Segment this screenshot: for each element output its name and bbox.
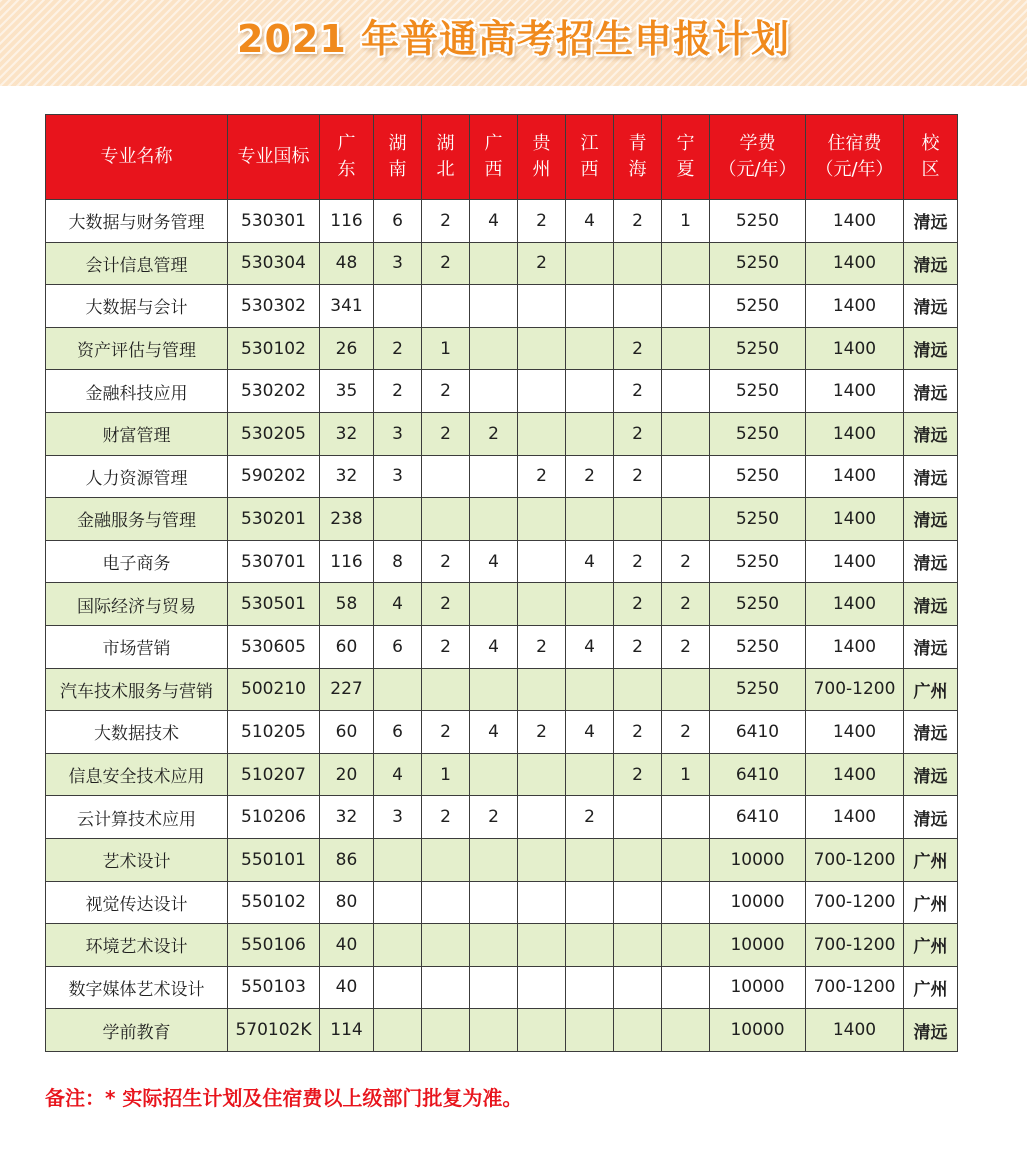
guangxi-cell bbox=[470, 924, 518, 967]
header-column-code: 专业国标 bbox=[228, 115, 320, 200]
fee-cell: 5250 bbox=[710, 540, 806, 583]
campus-cell: 清远 bbox=[904, 625, 958, 668]
guangxi-cell bbox=[470, 327, 518, 370]
jiangxi-cell: 4 bbox=[566, 200, 614, 243]
hunan-cell: 6 bbox=[374, 625, 422, 668]
guangxi-cell bbox=[470, 668, 518, 711]
code-cell: 590202 bbox=[228, 455, 320, 498]
guangdong-cell: 20 bbox=[320, 753, 374, 796]
campus-cell: 清远 bbox=[904, 242, 958, 285]
guangxi-cell bbox=[470, 966, 518, 1009]
table-row bbox=[46, 711, 958, 754]
hubei-cell: 2 bbox=[422, 412, 470, 455]
campus-cell: 清远 bbox=[904, 711, 958, 754]
name-cell: 视觉传达设计 bbox=[46, 881, 228, 924]
hubei-cell bbox=[422, 966, 470, 1009]
guangxi-cell bbox=[470, 881, 518, 924]
guizhou-cell bbox=[518, 966, 566, 1009]
table-row bbox=[46, 881, 958, 924]
lodging-cell: 1400 bbox=[806, 370, 904, 413]
name-cell: 大数据技术 bbox=[46, 711, 228, 754]
hunan-cell: 6 bbox=[374, 711, 422, 754]
fee-cell: 10000 bbox=[710, 966, 806, 1009]
jiangxi-cell bbox=[566, 285, 614, 328]
name-cell: 资产评估与管理 bbox=[46, 327, 228, 370]
hunan-cell: 3 bbox=[374, 455, 422, 498]
guizhou-cell bbox=[518, 668, 566, 711]
table-row bbox=[46, 838, 958, 881]
jiangxi-cell bbox=[566, 1009, 614, 1052]
jiangxi-cell: 4 bbox=[566, 625, 614, 668]
qinghai-cell: 2 bbox=[614, 200, 662, 243]
jiangxi-cell: 2 bbox=[566, 796, 614, 839]
jiangxi-cell bbox=[566, 370, 614, 413]
header-column-qinghai: 青海 bbox=[614, 115, 662, 200]
hubei-cell bbox=[422, 838, 470, 881]
ningxia-cell bbox=[662, 924, 710, 967]
header-column-campus: 校区 bbox=[904, 115, 958, 200]
guizhou-cell: 2 bbox=[518, 711, 566, 754]
ningxia-cell: 1 bbox=[662, 753, 710, 796]
hunan-cell bbox=[374, 1009, 422, 1052]
header-column-fee: 学费 （元/年） bbox=[710, 115, 806, 200]
ningxia-cell: 2 bbox=[662, 625, 710, 668]
name-cell: 云计算技术应用 bbox=[46, 796, 228, 839]
fee-cell: 10000 bbox=[710, 1009, 806, 1052]
ningxia-cell: 2 bbox=[662, 711, 710, 754]
lodging-cell: 700-1200 bbox=[806, 924, 904, 967]
guangxi-cell: 4 bbox=[470, 625, 518, 668]
campus-cell: 清远 bbox=[904, 285, 958, 328]
name-cell: 汽车技术服务与营销 bbox=[46, 668, 228, 711]
title-banner bbox=[0, 0, 1027, 86]
lodging-cell: 1400 bbox=[806, 711, 904, 754]
guizhou-cell bbox=[518, 881, 566, 924]
lodging-cell: 1400 bbox=[806, 412, 904, 455]
qinghai-cell bbox=[614, 881, 662, 924]
table-row bbox=[46, 540, 958, 583]
name-cell: 电子商务 bbox=[46, 540, 228, 583]
guizhou-cell: 2 bbox=[518, 455, 566, 498]
hunan-cell: 3 bbox=[374, 412, 422, 455]
hunan-cell: 4 bbox=[374, 753, 422, 796]
guangxi-cell bbox=[470, 583, 518, 626]
code-cell: 530102 bbox=[228, 327, 320, 370]
jiangxi-cell bbox=[566, 327, 614, 370]
hunan-cell: 6 bbox=[374, 200, 422, 243]
code-cell: 550101 bbox=[228, 838, 320, 881]
ningxia-cell bbox=[662, 242, 710, 285]
name-cell: 市场营销 bbox=[46, 625, 228, 668]
table-row bbox=[46, 200, 958, 243]
header-column-hubei: 湖北 bbox=[422, 115, 470, 200]
name-cell: 会计信息管理 bbox=[46, 242, 228, 285]
code-cell: 510207 bbox=[228, 753, 320, 796]
guangxi-cell: 2 bbox=[470, 796, 518, 839]
campus-cell: 广州 bbox=[904, 966, 958, 1009]
guangdong-cell: 40 bbox=[320, 924, 374, 967]
header-column-name: 专业名称 bbox=[46, 115, 228, 200]
code-cell: 530501 bbox=[228, 583, 320, 626]
table-row bbox=[46, 285, 958, 328]
fee-cell: 5250 bbox=[710, 327, 806, 370]
hubei-cell bbox=[422, 285, 470, 328]
table-row bbox=[46, 370, 958, 413]
code-cell: 510206 bbox=[228, 796, 320, 839]
campus-cell: 清远 bbox=[904, 498, 958, 541]
fee-cell: 5250 bbox=[710, 498, 806, 541]
qinghai-cell: 2 bbox=[614, 370, 662, 413]
guizhou-cell bbox=[518, 285, 566, 328]
code-cell: 570102K bbox=[228, 1009, 320, 1052]
fee-cell: 5250 bbox=[710, 583, 806, 626]
guangdong-cell: 58 bbox=[320, 583, 374, 626]
name-cell: 财富管理 bbox=[46, 412, 228, 455]
name-cell: 国际经济与贸易 bbox=[46, 583, 228, 626]
lodging-cell: 1400 bbox=[806, 796, 904, 839]
hubei-cell: 2 bbox=[422, 242, 470, 285]
guangxi-cell: 2 bbox=[470, 412, 518, 455]
fee-cell: 10000 bbox=[710, 838, 806, 881]
guangdong-cell: 86 bbox=[320, 838, 374, 881]
header-column-lodging: 住宿费 （元/年） bbox=[806, 115, 904, 200]
qinghai-cell bbox=[614, 838, 662, 881]
guangdong-cell: 116 bbox=[320, 540, 374, 583]
guizhou-cell: 2 bbox=[518, 242, 566, 285]
guangdong-cell: 32 bbox=[320, 412, 374, 455]
lodging-cell: 1400 bbox=[806, 498, 904, 541]
ningxia-cell bbox=[662, 838, 710, 881]
name-cell: 信息安全技术应用 bbox=[46, 753, 228, 796]
qinghai-cell: 2 bbox=[614, 412, 662, 455]
jiangxi-cell bbox=[566, 924, 614, 967]
table-row bbox=[46, 796, 958, 839]
lodging-cell: 700-1200 bbox=[806, 668, 904, 711]
hubei-cell bbox=[422, 924, 470, 967]
guangdong-cell: 80 bbox=[320, 881, 374, 924]
guangxi-cell: 4 bbox=[470, 540, 518, 583]
lodging-cell: 1400 bbox=[806, 753, 904, 796]
qinghai-cell: 2 bbox=[614, 583, 662, 626]
lodging-cell: 1400 bbox=[806, 327, 904, 370]
hunan-cell: 3 bbox=[374, 242, 422, 285]
hubei-cell: 2 bbox=[422, 625, 470, 668]
hubei-cell bbox=[422, 668, 470, 711]
guizhou-cell: 2 bbox=[518, 200, 566, 243]
campus-cell: 清远 bbox=[904, 540, 958, 583]
guangxi-cell bbox=[470, 1009, 518, 1052]
guangxi-cell bbox=[470, 838, 518, 881]
hunan-cell bbox=[374, 924, 422, 967]
fee-cell: 5250 bbox=[710, 412, 806, 455]
fee-cell: 5250 bbox=[710, 242, 806, 285]
header-column-jiangxi: 江西 bbox=[566, 115, 614, 200]
lodging-cell: 1400 bbox=[806, 285, 904, 328]
guizhou-cell: 2 bbox=[518, 625, 566, 668]
lodging-cell: 1400 bbox=[806, 242, 904, 285]
table-row bbox=[46, 1009, 958, 1052]
jiangxi-cell: 2 bbox=[566, 455, 614, 498]
header-column-ningxia: 宁夏 bbox=[662, 115, 710, 200]
guangdong-cell: 48 bbox=[320, 242, 374, 285]
hubei-cell: 2 bbox=[422, 200, 470, 243]
lodging-cell: 1400 bbox=[806, 583, 904, 626]
ningxia-cell bbox=[662, 327, 710, 370]
hunan-cell: 3 bbox=[374, 796, 422, 839]
qinghai-cell bbox=[614, 242, 662, 285]
hubei-cell: 1 bbox=[422, 753, 470, 796]
campus-cell: 清远 bbox=[904, 327, 958, 370]
guangdong-cell: 114 bbox=[320, 1009, 374, 1052]
jiangxi-cell: 4 bbox=[566, 540, 614, 583]
hunan-cell: 8 bbox=[374, 540, 422, 583]
table-header-row bbox=[46, 115, 958, 200]
guangxi-cell bbox=[470, 498, 518, 541]
hunan-cell bbox=[374, 966, 422, 1009]
code-cell: 530701 bbox=[228, 540, 320, 583]
code-cell: 550103 bbox=[228, 966, 320, 1009]
qinghai-cell: 2 bbox=[614, 753, 662, 796]
guizhou-cell bbox=[518, 838, 566, 881]
ningxia-cell: 2 bbox=[662, 540, 710, 583]
qinghai-cell: 2 bbox=[614, 455, 662, 498]
code-cell: 530304 bbox=[228, 242, 320, 285]
name-cell: 金融服务与管理 bbox=[46, 498, 228, 541]
guizhou-cell bbox=[518, 498, 566, 541]
name-cell: 艺术设计 bbox=[46, 838, 228, 881]
hunan-cell bbox=[374, 285, 422, 328]
name-cell: 人力资源管理 bbox=[46, 455, 228, 498]
fee-cell: 10000 bbox=[710, 881, 806, 924]
guangdong-cell: 60 bbox=[320, 625, 374, 668]
campus-cell: 清远 bbox=[904, 1009, 958, 1052]
lodging-cell: 700-1200 bbox=[806, 966, 904, 1009]
fee-cell: 6410 bbox=[710, 796, 806, 839]
guizhou-cell bbox=[518, 796, 566, 839]
table-row bbox=[46, 753, 958, 796]
hubei-cell: 2 bbox=[422, 796, 470, 839]
guangdong-cell: 116 bbox=[320, 200, 374, 243]
qinghai-cell bbox=[614, 966, 662, 1009]
qinghai-cell bbox=[614, 796, 662, 839]
lodging-cell: 700-1200 bbox=[806, 881, 904, 924]
code-cell: 530202 bbox=[228, 370, 320, 413]
qinghai-cell: 2 bbox=[614, 540, 662, 583]
campus-cell: 清远 bbox=[904, 753, 958, 796]
code-cell: 530301 bbox=[228, 200, 320, 243]
footnote: 备注：* 实际招生计划及住宿费以上级部门批复为准。 bbox=[45, 1086, 523, 1110]
fee-cell: 10000 bbox=[710, 924, 806, 967]
name-cell: 环境艺术设计 bbox=[46, 924, 228, 967]
guangxi-cell bbox=[470, 242, 518, 285]
fee-cell: 6410 bbox=[710, 711, 806, 754]
table-row bbox=[46, 966, 958, 1009]
ningxia-cell bbox=[662, 498, 710, 541]
guangxi-cell bbox=[470, 370, 518, 413]
code-cell: 500210 bbox=[228, 668, 320, 711]
fee-cell: 5250 bbox=[710, 370, 806, 413]
fee-cell: 5250 bbox=[710, 200, 806, 243]
table-row bbox=[46, 498, 958, 541]
guangxi-cell bbox=[470, 285, 518, 328]
ningxia-cell bbox=[662, 1009, 710, 1052]
code-cell: 530201 bbox=[228, 498, 320, 541]
guizhou-cell bbox=[518, 753, 566, 796]
guangxi-cell: 4 bbox=[470, 200, 518, 243]
fee-cell: 5250 bbox=[710, 625, 806, 668]
ningxia-cell bbox=[662, 668, 710, 711]
table-row bbox=[46, 242, 958, 285]
ningxia-cell bbox=[662, 455, 710, 498]
guangdong-cell: 35 bbox=[320, 370, 374, 413]
guizhou-cell bbox=[518, 412, 566, 455]
fee-cell: 5250 bbox=[710, 455, 806, 498]
ningxia-cell bbox=[662, 966, 710, 1009]
lodging-cell: 1400 bbox=[806, 540, 904, 583]
lodging-cell: 1400 bbox=[806, 625, 904, 668]
name-cell: 大数据与会计 bbox=[46, 285, 228, 328]
campus-cell: 广州 bbox=[904, 924, 958, 967]
name-cell: 金融科技应用 bbox=[46, 370, 228, 413]
lodging-cell: 700-1200 bbox=[806, 838, 904, 881]
fee-cell: 5250 bbox=[710, 668, 806, 711]
header-column-guangxi: 广西 bbox=[470, 115, 518, 200]
guangxi-cell bbox=[470, 455, 518, 498]
code-cell: 550102 bbox=[228, 881, 320, 924]
guizhou-cell bbox=[518, 327, 566, 370]
campus-cell: 清远 bbox=[904, 200, 958, 243]
ningxia-cell bbox=[662, 881, 710, 924]
hunan-cell: 2 bbox=[374, 327, 422, 370]
name-cell: 学前教育 bbox=[46, 1009, 228, 1052]
jiangxi-cell bbox=[566, 668, 614, 711]
lodging-cell: 1400 bbox=[806, 200, 904, 243]
page-title: 2021 年普通高考招生申报计划 bbox=[237, 17, 790, 61]
guizhou-cell bbox=[518, 583, 566, 626]
jiangxi-cell bbox=[566, 583, 614, 626]
ningxia-cell bbox=[662, 796, 710, 839]
qinghai-cell bbox=[614, 285, 662, 328]
qinghai-cell bbox=[614, 924, 662, 967]
guangdong-cell: 32 bbox=[320, 796, 374, 839]
hunan-cell: 4 bbox=[374, 583, 422, 626]
qinghai-cell bbox=[614, 1009, 662, 1052]
campus-cell: 清远 bbox=[904, 412, 958, 455]
hubei-cell bbox=[422, 498, 470, 541]
hunan-cell bbox=[374, 668, 422, 711]
guangxi-cell bbox=[470, 753, 518, 796]
table-row bbox=[46, 924, 958, 967]
header-column-hunan: 湖南 bbox=[374, 115, 422, 200]
hunan-cell bbox=[374, 881, 422, 924]
jiangxi-cell bbox=[566, 881, 614, 924]
ningxia-cell: 2 bbox=[662, 583, 710, 626]
code-cell: 530605 bbox=[228, 625, 320, 668]
table-row bbox=[46, 583, 958, 626]
guizhou-cell bbox=[518, 1009, 566, 1052]
hubei-cell: 1 bbox=[422, 327, 470, 370]
header-column-guangdong: 广东 bbox=[320, 115, 374, 200]
campus-cell: 清远 bbox=[904, 796, 958, 839]
campus-cell: 清远 bbox=[904, 583, 958, 626]
enrollment-plan-table bbox=[45, 114, 958, 1052]
hunan-cell: 2 bbox=[374, 370, 422, 413]
guizhou-cell bbox=[518, 370, 566, 413]
guizhou-cell bbox=[518, 924, 566, 967]
qinghai-cell: 2 bbox=[614, 625, 662, 668]
guizhou-cell bbox=[518, 540, 566, 583]
code-cell: 530302 bbox=[228, 285, 320, 328]
campus-cell: 广州 bbox=[904, 838, 958, 881]
header-column-guizhou: 贵州 bbox=[518, 115, 566, 200]
guangdong-cell: 341 bbox=[320, 285, 374, 328]
guangdong-cell: 40 bbox=[320, 966, 374, 1009]
ningxia-cell bbox=[662, 285, 710, 328]
hubei-cell bbox=[422, 455, 470, 498]
fee-cell: 5250 bbox=[710, 285, 806, 328]
qinghai-cell bbox=[614, 498, 662, 541]
lodging-cell: 1400 bbox=[806, 455, 904, 498]
table-row bbox=[46, 455, 958, 498]
campus-cell: 清远 bbox=[904, 370, 958, 413]
hunan-cell bbox=[374, 838, 422, 881]
name-cell: 数字媒体艺术设计 bbox=[46, 966, 228, 1009]
qinghai-cell bbox=[614, 668, 662, 711]
jiangxi-cell bbox=[566, 753, 614, 796]
campus-cell: 广州 bbox=[904, 668, 958, 711]
guangdong-cell: 227 bbox=[320, 668, 374, 711]
table-row bbox=[46, 668, 958, 711]
ningxia-cell: 1 bbox=[662, 200, 710, 243]
ningxia-cell bbox=[662, 370, 710, 413]
guangdong-cell: 26 bbox=[320, 327, 374, 370]
fee-cell: 6410 bbox=[710, 753, 806, 796]
hubei-cell: 2 bbox=[422, 583, 470, 626]
jiangxi-cell: 4 bbox=[566, 711, 614, 754]
qinghai-cell: 2 bbox=[614, 711, 662, 754]
ningxia-cell bbox=[662, 412, 710, 455]
jiangxi-cell bbox=[566, 838, 614, 881]
jiangxi-cell bbox=[566, 242, 614, 285]
guangxi-cell: 4 bbox=[470, 711, 518, 754]
guangdong-cell: 60 bbox=[320, 711, 374, 754]
guangdong-cell: 32 bbox=[320, 455, 374, 498]
qinghai-cell: 2 bbox=[614, 327, 662, 370]
table-row bbox=[46, 412, 958, 455]
name-cell: 大数据与财务管理 bbox=[46, 200, 228, 243]
hubei-cell: 2 bbox=[422, 711, 470, 754]
campus-cell: 清远 bbox=[904, 455, 958, 498]
hubei-cell: 2 bbox=[422, 540, 470, 583]
code-cell: 510205 bbox=[228, 711, 320, 754]
guangdong-cell: 238 bbox=[320, 498, 374, 541]
hunan-cell bbox=[374, 498, 422, 541]
jiangxi-cell bbox=[566, 412, 614, 455]
table-row bbox=[46, 327, 958, 370]
code-cell: 530205 bbox=[228, 412, 320, 455]
lodging-cell: 1400 bbox=[806, 1009, 904, 1052]
hubei-cell bbox=[422, 1009, 470, 1052]
table-row bbox=[46, 625, 958, 668]
code-cell: 550106 bbox=[228, 924, 320, 967]
hubei-cell bbox=[422, 881, 470, 924]
jiangxi-cell bbox=[566, 498, 614, 541]
hubei-cell: 2 bbox=[422, 370, 470, 413]
campus-cell: 广州 bbox=[904, 881, 958, 924]
jiangxi-cell bbox=[566, 966, 614, 1009]
